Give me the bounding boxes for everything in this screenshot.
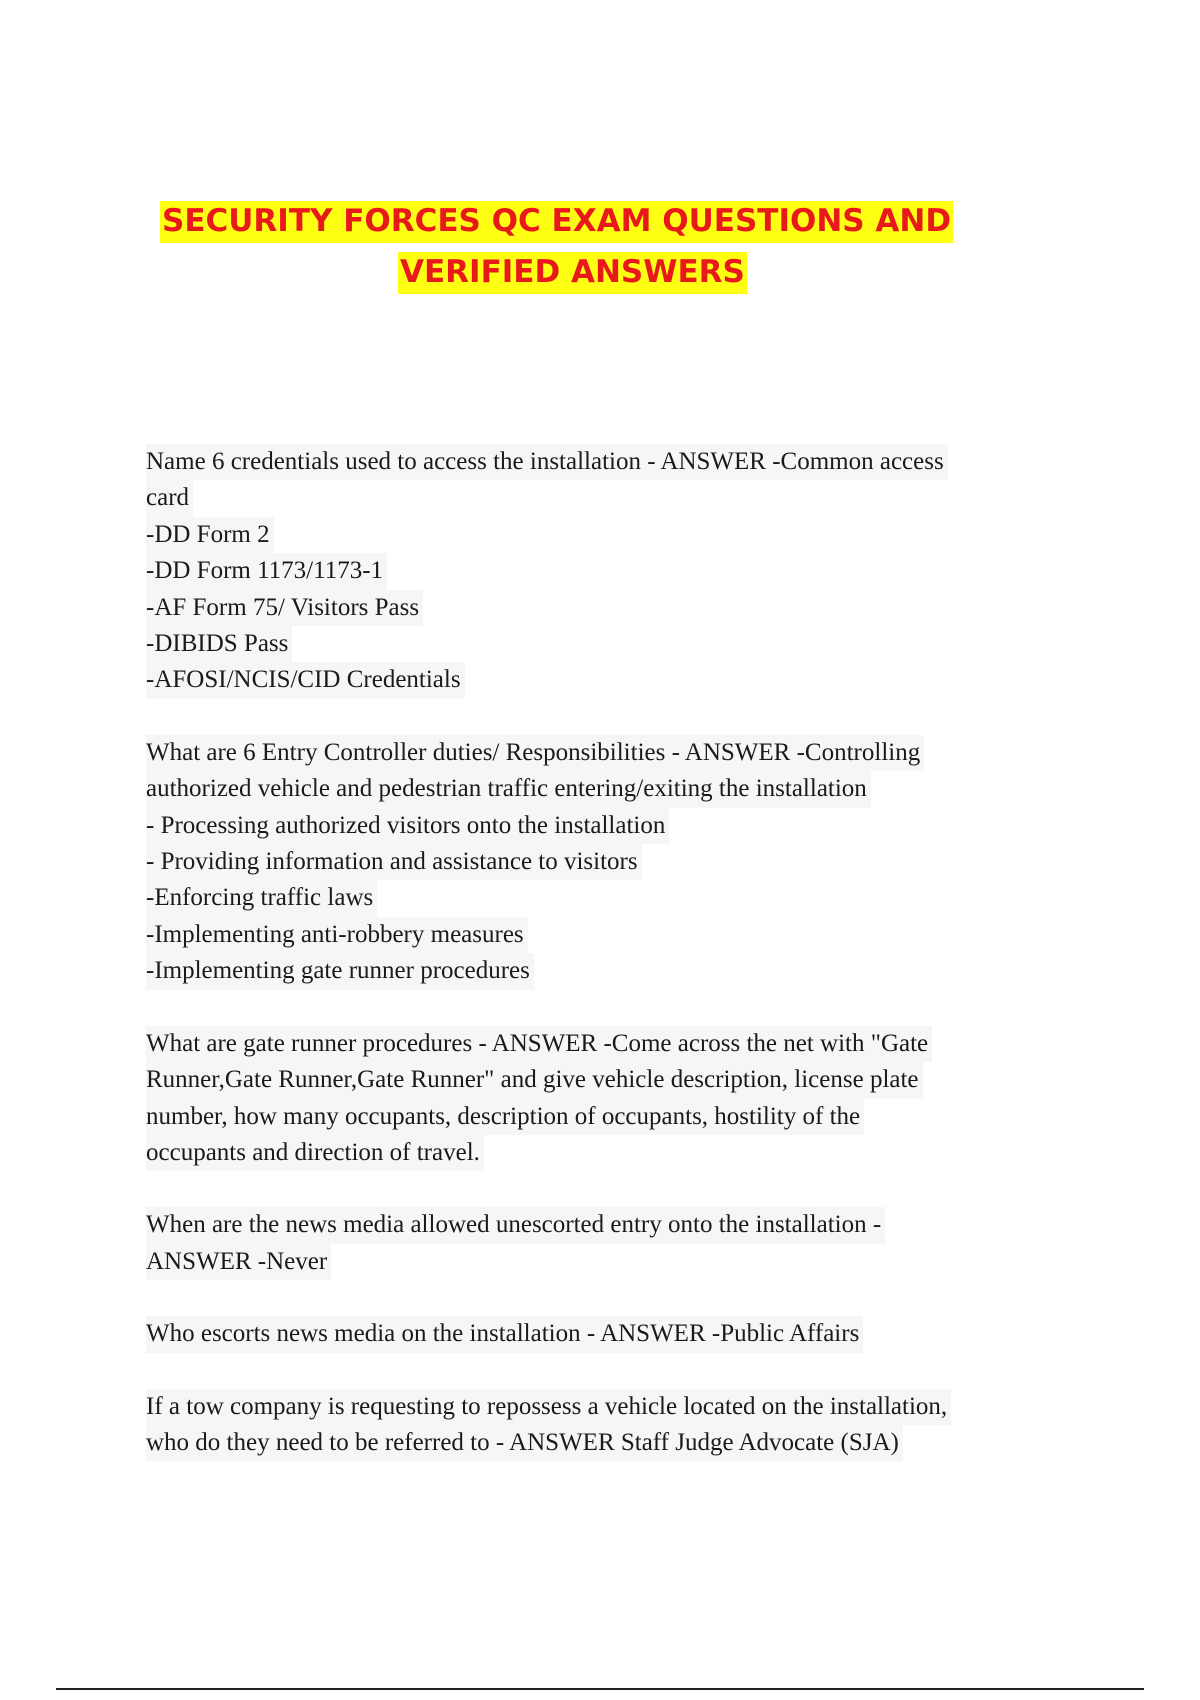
qa-item-news-media-entry [146,1207,1066,1280]
qa-line: card [146,480,193,516]
title-line-2 [160,247,1000,298]
qa-line: - Processing authorized visitors onto the installation [146,808,669,844]
title-line-1 [160,196,1000,247]
title-line-2-text: VERIFIED ANSWERS [398,252,747,294]
qa-line: -Implementing gate runner procedures [146,953,534,989]
qa-line: Who escorts news media on the installation - ANSWER -Public Affairs [146,1316,863,1352]
qa-line: -Implementing anti-robbery measures [146,917,528,953]
qa-line: -DD Form 2 [146,517,274,553]
qa-line: When are the news media allowed unescorted entry onto the installation - [146,1207,885,1243]
qa-line: Name 6 credentials used to access the installation - ANSWER -Common access [146,444,948,480]
qa-line: -AF Form 75/ Visitors Pass [146,590,423,626]
qa-item-tow-company [146,1389,1066,1462]
qa-line: What are gate runner procedures - ANSWER -Come across the net with "Gate [146,1026,932,1062]
footer-divider [56,1688,1144,1690]
qa-item-entry-controller [146,735,1066,990]
qa-line: Runner,Gate Runner,Gate Runner" and give vehicle description, license plate [146,1062,923,1098]
qa-line: occupants and direction of travel. [146,1135,484,1171]
qa-line: -AFOSI/NCIS/CID Credentials [146,662,465,698]
qa-item-credentials [146,444,1066,699]
qa-line: - Providing information and assistance to visitors [146,844,642,880]
qa-line: -DIBIDS Pass [146,626,292,662]
qa-item-news-media-escort [146,1316,1066,1352]
document-title [160,196,1000,298]
qa-content [146,444,1066,1497]
qa-item-gate-runner [146,1026,1066,1172]
qa-line: What are 6 Entry Controller duties/ Responsibilities - ANSWER -Controlling [146,735,924,771]
qa-line: -Enforcing traffic laws [146,880,377,916]
title-line-1-text: SECURITY FORCES QC EXAM QUESTIONS AND [160,201,953,243]
qa-line: who do they need to be referred to - ANSWER Staff Judge Advocate (SJA) [146,1425,903,1461]
qa-line: If a tow company is requesting to repossess a vehicle located on the installation, [146,1389,951,1425]
qa-line: authorized vehicle and pedestrian traffic entering/exiting the installation [146,771,871,807]
qa-line: number, how many occupants, description of occupants, hostility of the [146,1099,864,1135]
qa-line: ANSWER -Never [146,1244,331,1280]
qa-line: -DD Form 1173/1173-1 [146,553,387,589]
